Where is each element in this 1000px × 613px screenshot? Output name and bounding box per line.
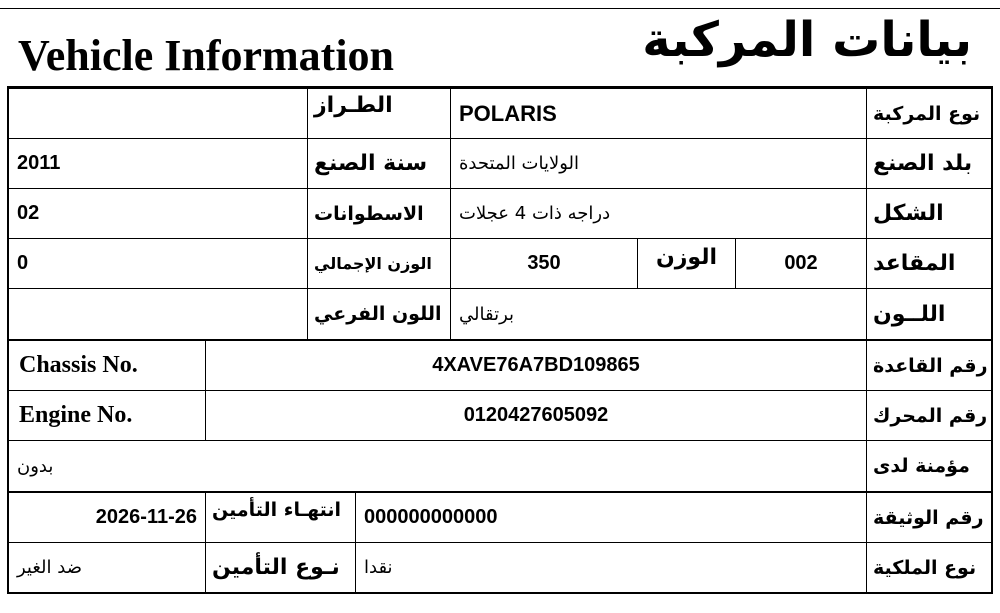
year-of-make-value: 2011 <box>8 138 308 189</box>
insured-with-value: بدون <box>8 440 867 492</box>
shape-value: دراجه ذات 4 عجلات <box>450 188 867 239</box>
color-label: اللــون <box>866 288 992 340</box>
model-label: الطـراز <box>307 88 451 139</box>
ownership-type-value: نقدا <box>355 542 867 593</box>
year-of-make-label: سنة الصنع <box>307 138 451 189</box>
gross-weight-label: الوزن الإجمالي <box>307 238 451 289</box>
top-rule <box>0 8 1000 9</box>
shape-label: الشكل <box>866 188 992 239</box>
vehicle-type-text: POLARIS <box>459 100 557 126</box>
engine-value: 0120427605092 <box>205 390 867 441</box>
page-title-english: Vehicle Information <box>18 31 395 80</box>
weight-label: الوزن <box>637 238 736 289</box>
engine-label-ar: رقم المحرك <box>866 390 992 441</box>
chassis-label-en: Chassis No. <box>8 340 206 391</box>
seats-label: المقاعد <box>866 238 992 289</box>
vehicle-type-value <box>450 88 867 139</box>
insurance-type-value: ضد الغير <box>8 542 206 593</box>
secondary-color-value <box>8 288 308 340</box>
seats-value: 002 <box>735 238 867 289</box>
color-value: برتقالي <box>450 288 867 340</box>
policy-number-value: 000000000000 <box>355 492 867 543</box>
vehicle-type-label: نوع المركبة <box>866 88 992 139</box>
ownership-type-label: نوع الملكية <box>866 542 992 593</box>
insurance-expiry-label: انتهـاء التأمين <box>205 492 356 543</box>
policy-number-label: رقم الوثيقة <box>866 492 992 543</box>
country-of-make-label: بلد الصنع <box>866 138 992 189</box>
country-of-make-value: الولايات المتحدة <box>450 138 867 189</box>
page-title-arabic: بيانات المركبة <box>642 12 972 68</box>
cylinders-label: الاسطوانات <box>307 188 451 239</box>
gross-weight-value: 0 <box>8 238 308 289</box>
cylinders-value: 02 <box>8 188 308 239</box>
secondary-color-label: اللون الفرعي <box>307 288 451 340</box>
insurance-type-label: نـوع التأمين <box>205 542 356 593</box>
model-value <box>8 88 308 139</box>
insurance-expiry-value: 2026-11-26 <box>8 492 206 543</box>
weight-value: 350 <box>450 238 638 289</box>
chassis-value: 4XAVE76A7BD109865 <box>205 340 867 391</box>
insured-with-label: مؤمنة لدى <box>866 440 992 492</box>
engine-label-en: Engine No. <box>8 390 206 441</box>
chassis-label-ar: رقم القاعدة <box>866 340 992 391</box>
